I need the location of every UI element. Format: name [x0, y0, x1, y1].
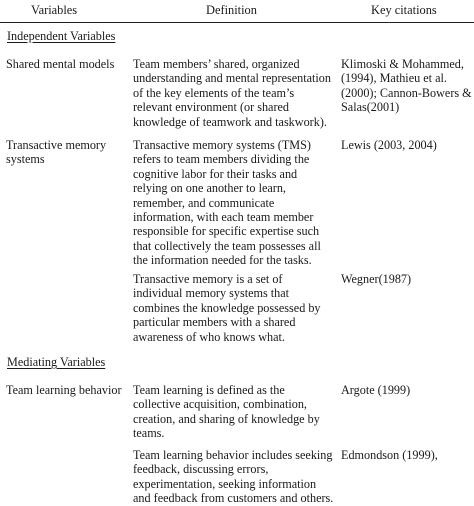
section-independent-variables: Independent Variables: [7, 29, 116, 43]
definition-line: Team members’ shared, organized: [133, 57, 300, 71]
variable-line: Team learning behavior: [6, 383, 122, 397]
header-rule: [0, 22, 474, 23]
row-team-learning-citation: [341, 383, 410, 397]
row-transactive-memory-2-definition: [133, 272, 321, 344]
definition-line: information, with each team member: [133, 209, 314, 224]
citation-line: (1994), Mathieu et al.: [341, 71, 447, 86]
definition-line: individual memory systems that: [133, 286, 290, 301]
header-definition: Definition: [206, 3, 257, 17]
citation-line: Edmondson (1999),: [341, 448, 438, 462]
variable-line: Transactive memory: [6, 138, 107, 152]
row-transactive-memory-definition: [133, 138, 321, 268]
row-team-learning-2-definition: [133, 448, 333, 506]
definition-line: relevant environment (or shared: [133, 100, 290, 115]
definition-line: remember, and communicate: [133, 195, 275, 210]
definition-line: that collectively the team possesses all: [133, 238, 321, 253]
citation-line: Klimoski & Mohammed,: [341, 57, 464, 71]
definition-line: Team learning behavior includes seeking: [133, 448, 333, 462]
row-team-learning-variable: [6, 383, 122, 397]
definition-line: combines the knowledge possessed by: [133, 300, 321, 315]
citation-line: Wegner(1987): [341, 272, 412, 286]
row-team-learning-2-citation: [341, 448, 438, 462]
definition-line: Transactive memory is a set of: [133, 272, 283, 286]
variable-line: systems: [6, 152, 45, 167]
definition-line: Team learning is defined as the: [133, 383, 285, 397]
citation-line: (2000); Cannon-Bowers &: [341, 85, 472, 100]
table-header: [0, 3, 474, 19]
row-transactive-memory-citation: [341, 138, 437, 152]
definition-line: collective acquisition, combination,: [133, 397, 307, 412]
variable-line: Shared mental models: [6, 57, 115, 71]
definition-line: and feedback from customers and others.: [133, 491, 334, 506]
definition-line: cognitive labor for their tasks and: [133, 166, 298, 181]
header-variables: Variables: [31, 3, 78, 17]
definition-line: experimentation, seeking information: [133, 476, 317, 491]
citation-line: Salas(2001): [341, 100, 400, 115]
row-shared-mental-models-citation: [341, 57, 472, 115]
header-citations: Key citations: [371, 3, 437, 17]
row-shared-mental-models-variable: [6, 57, 114, 71]
definition-line: feedback, discussing errors,: [133, 462, 269, 477]
row-transactive-memory-variable: [6, 138, 106, 167]
definition-line: of the key elements of the team’s: [133, 85, 295, 100]
row-shared-mental-models-definition: [133, 57, 331, 129]
section-mediating-variables: Mediating Variables: [7, 355, 106, 369]
definition-line: particular members with a shared: [133, 315, 296, 330]
definition-line: understanding and mental representation: [133, 71, 331, 86]
definition-line: creation, and sharing of knowledge by: [133, 411, 320, 426]
definition-line: refers to team members dividing the: [133, 152, 310, 167]
citation-line: Lewis (2003, 2004): [341, 138, 437, 152]
definition-line: the information needed for the tasks.: [133, 253, 312, 268]
definition-line: responsible for specific expertise such: [133, 224, 320, 239]
definition-line: knowledge of teamwork and taskwork).: [133, 114, 327, 129]
definition-line: teams.: [133, 426, 165, 441]
citation-line: Argote (1999): [341, 383, 411, 397]
row-transactive-memory-2-citation: [341, 272, 411, 286]
definition-line: relying on one another to learn,: [133, 181, 286, 196]
definition-line: Transactive memory systems (TMS): [133, 138, 311, 152]
row-team-learning-definition: [133, 383, 320, 441]
definition-line: awareness of who knows what.: [133, 329, 285, 344]
